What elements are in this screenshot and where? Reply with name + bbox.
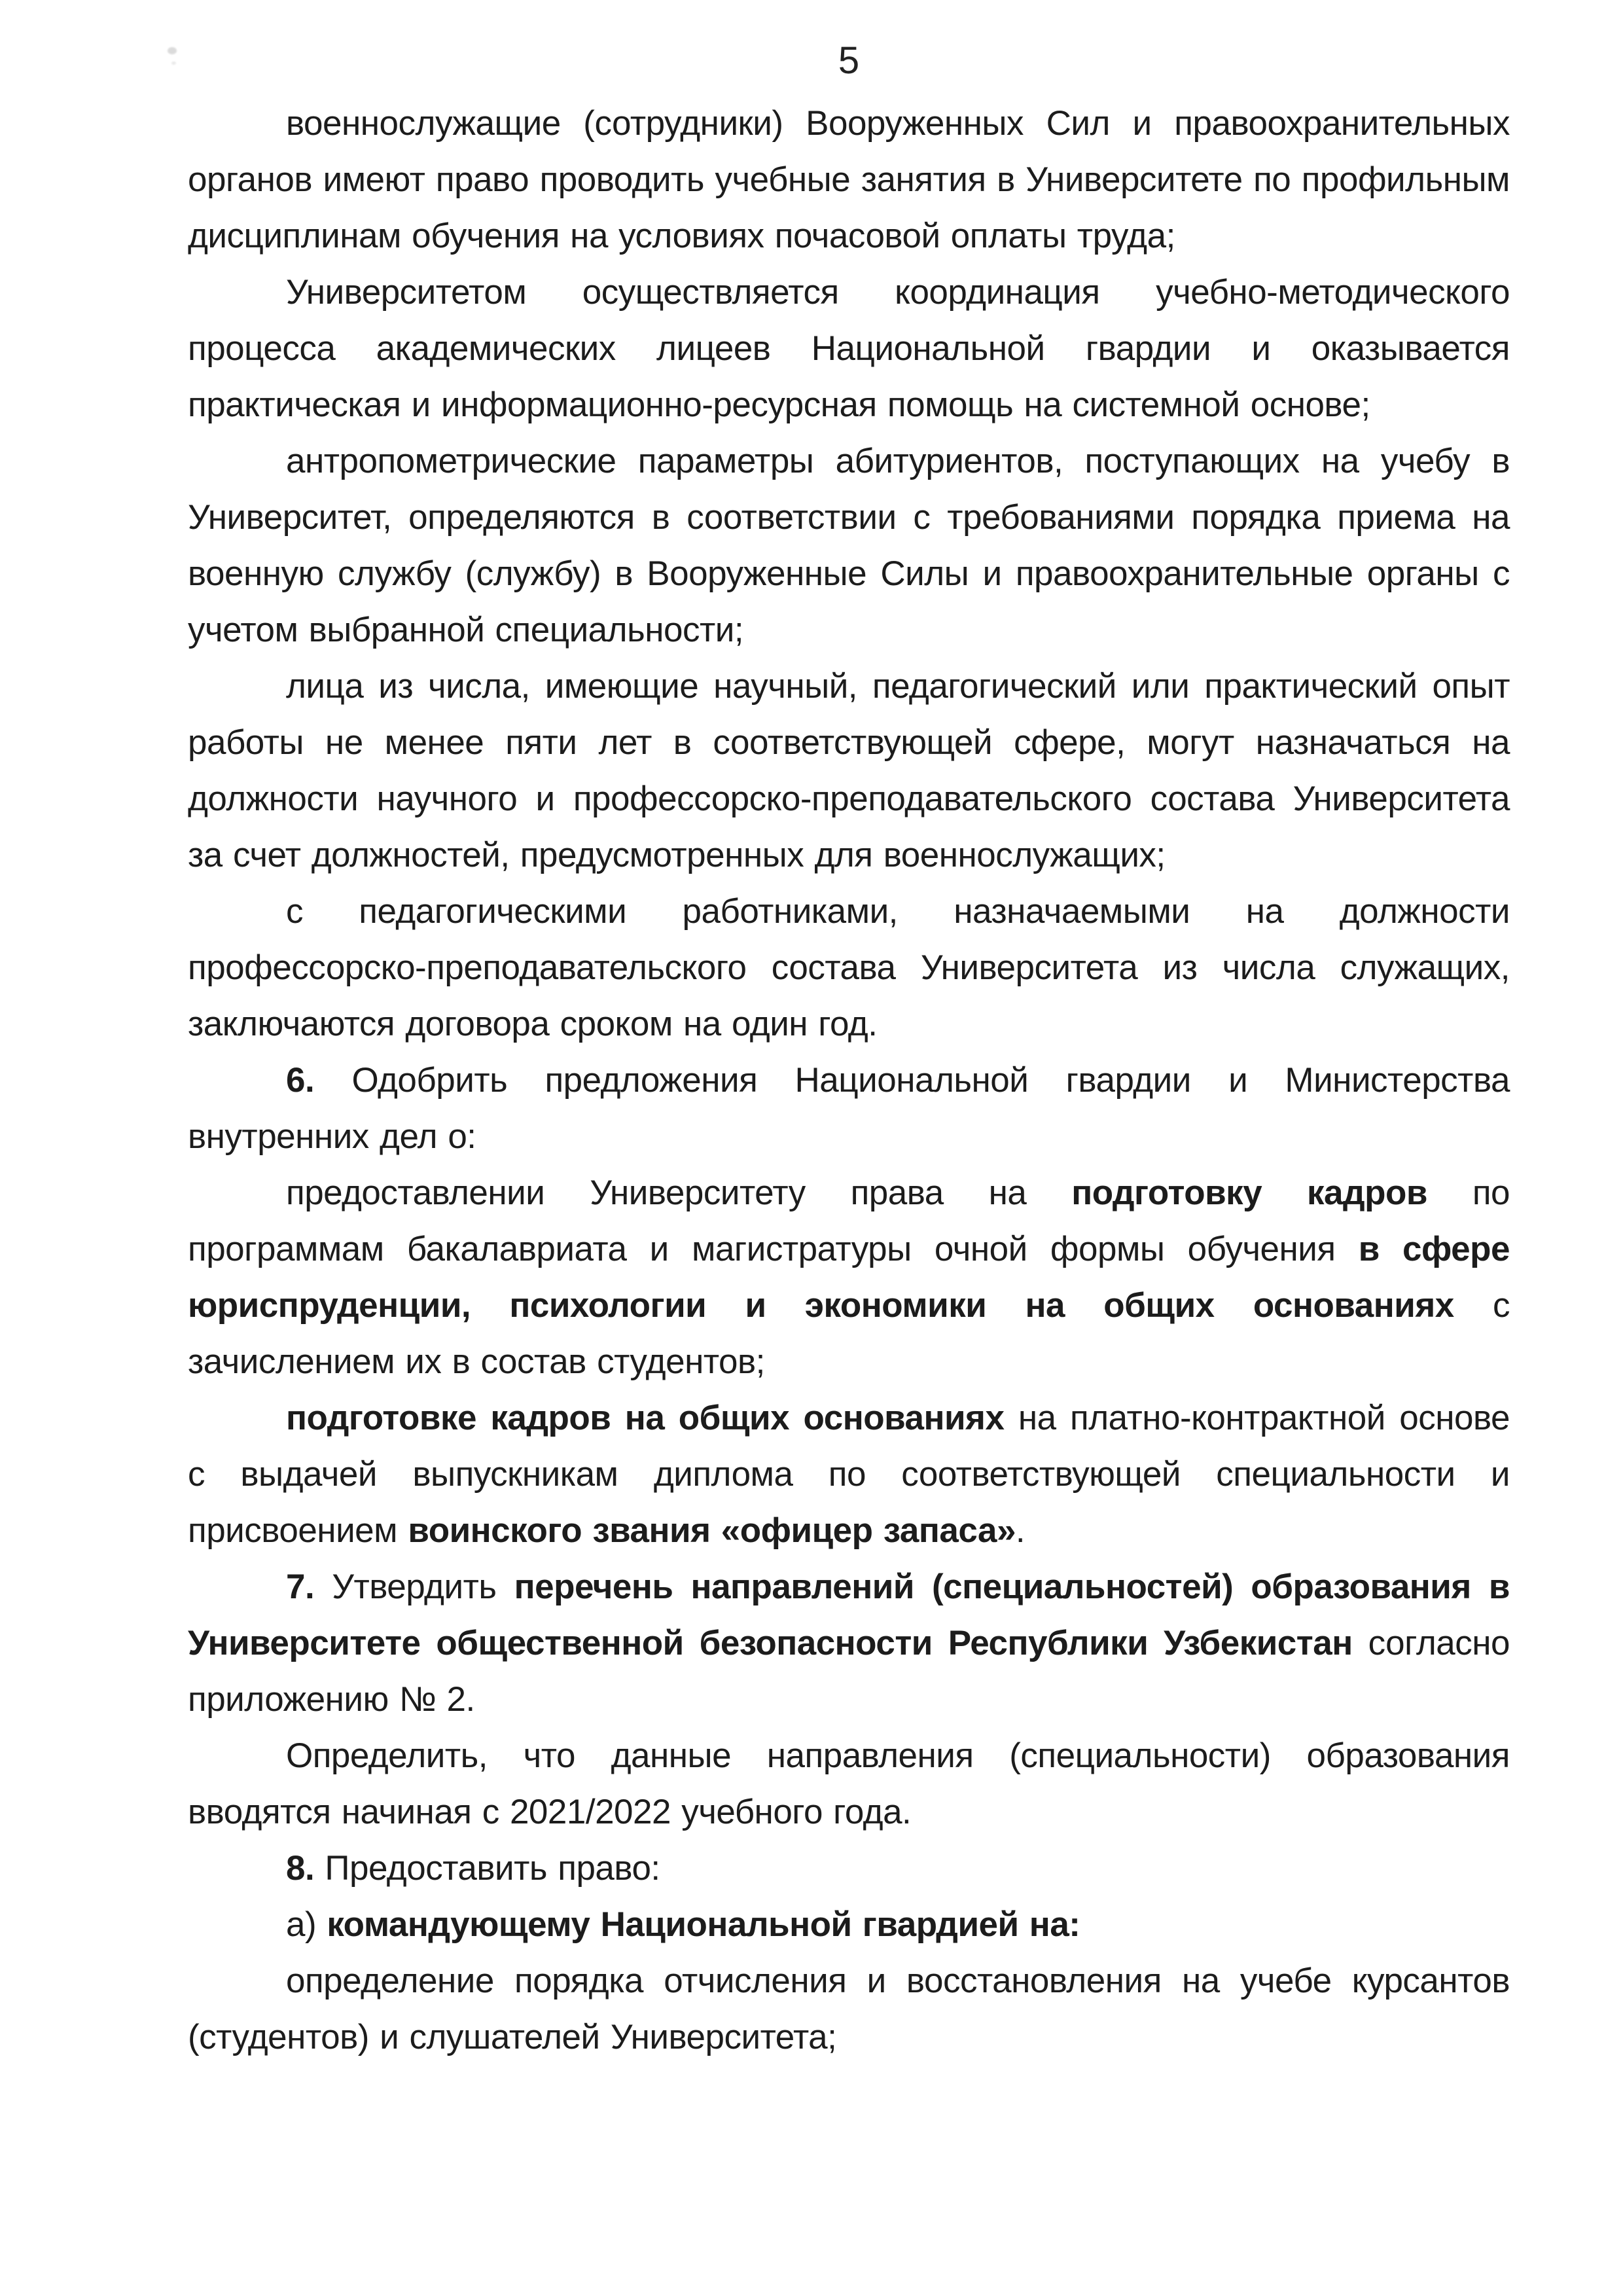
paragraph bbox=[188, 1953, 1510, 2066]
text-run: лица из числа, имеющие научный, педагогический или практический опыт работы не менее пяти лет в соответствующей сфере, могут назначаться на должности научного и профессорско-преподавательского состава Университета за счет должностей, предусмотренных для военнослужащих; bbox=[188, 667, 1510, 874]
text-run: определение порядка отчисления и восстановления на учебе курсантов (студентов) и слушателей Университета; bbox=[188, 1962, 1510, 2056]
scan-artifact bbox=[168, 47, 177, 54]
paragraph bbox=[188, 658, 1510, 884]
text-run: согласно приложению № 2. bbox=[188, 1624, 1510, 1719]
paragraph bbox=[188, 1390, 1510, 1559]
paragraph bbox=[188, 1897, 1510, 1953]
paragraph bbox=[188, 96, 1510, 264]
text-run: предоставлении Университету права на bbox=[286, 1174, 1072, 1212]
bold-text-run: командующему Национальной гвардией на: bbox=[327, 1905, 1080, 1944]
bold-text-run: перечень направлений (специальностей) образования в Университете общественной безопасности Республики Узбекистан bbox=[188, 1568, 1510, 1662]
text-run: Одобрить предложения Национальной гвардии и Министерства внутренних дел о: bbox=[188, 1061, 1510, 1156]
paragraph bbox=[188, 1559, 1510, 1728]
text-run: с зачислением их в состав студентов; bbox=[188, 1286, 1510, 1381]
text-run: Определить, что данные направления (специальности) образования вводятся начиная с 2021/2022 учебного года. bbox=[188, 1736, 1510, 1831]
text-run: на платно-контрактной основе с выдачей выпускникам диплома по соответствующей специальности и присвоением bbox=[188, 1399, 1510, 1550]
text-run: . bbox=[1015, 1511, 1026, 1550]
document-body bbox=[188, 96, 1510, 2066]
bold-text-run: подготовку кадров bbox=[1071, 1174, 1427, 1212]
paragraph bbox=[188, 1165, 1510, 1390]
paragraph bbox=[188, 264, 1510, 433]
bold-text-run: подготовке кадров на общих основаниях bbox=[286, 1399, 1005, 1437]
text-run: с педагогическими работниками, назначаемыми на должности профессорско-преподавательского состава Университета из числа служащих, заключаются договора сроком на один год. bbox=[188, 892, 1510, 1043]
bold-text-run: 8. bbox=[286, 1849, 315, 1888]
paragraph bbox=[188, 884, 1510, 1052]
text-run: а) bbox=[286, 1905, 327, 1944]
paragraph bbox=[188, 1840, 1510, 1897]
paragraph bbox=[188, 1728, 1510, 1840]
text-run: по программам бакалавриата и магистратуры очной формы обучения bbox=[188, 1174, 1510, 1268]
bold-text-run: воинского звания «офицер запаса» bbox=[408, 1511, 1016, 1550]
bold-text-run: в сфере юриспруденции, психологии и экономики на общих основаниях bbox=[188, 1230, 1510, 1325]
text-run: антропометрические параметры абитуриентов, поступающих на учебу в Университет, определяются в соответствии с требованиями порядка приема на военную службу (службу) в Вооруженные Силы и правоохранительные органы с учетом выбранной специальности; bbox=[188, 442, 1510, 649]
text-run: военнослужащие (сотрудники) Вооруженных Сил и правоохранительных органов имеют право проводить учебные занятия в Университете по профильным дисциплинам обучения на условиях почасовой оплаты труда; bbox=[188, 104, 1510, 255]
text-run: Предоставить право: bbox=[314, 1849, 660, 1888]
bold-text-run: 7. bbox=[286, 1568, 315, 1606]
text-run: Утвердить bbox=[314, 1568, 514, 1606]
paragraph bbox=[188, 433, 1510, 658]
paragraph bbox=[188, 1052, 1510, 1165]
bold-text-run: 6. bbox=[286, 1061, 315, 1100]
page-number: 5 bbox=[838, 39, 860, 82]
scan-artifact bbox=[171, 62, 176, 65]
text-run: Университетом осуществляется координация учебно-методического процесса академических лицеев Национальной гвардии и оказывается практическая и информационно-ресурсная помощь на системной основе; bbox=[188, 273, 1510, 424]
